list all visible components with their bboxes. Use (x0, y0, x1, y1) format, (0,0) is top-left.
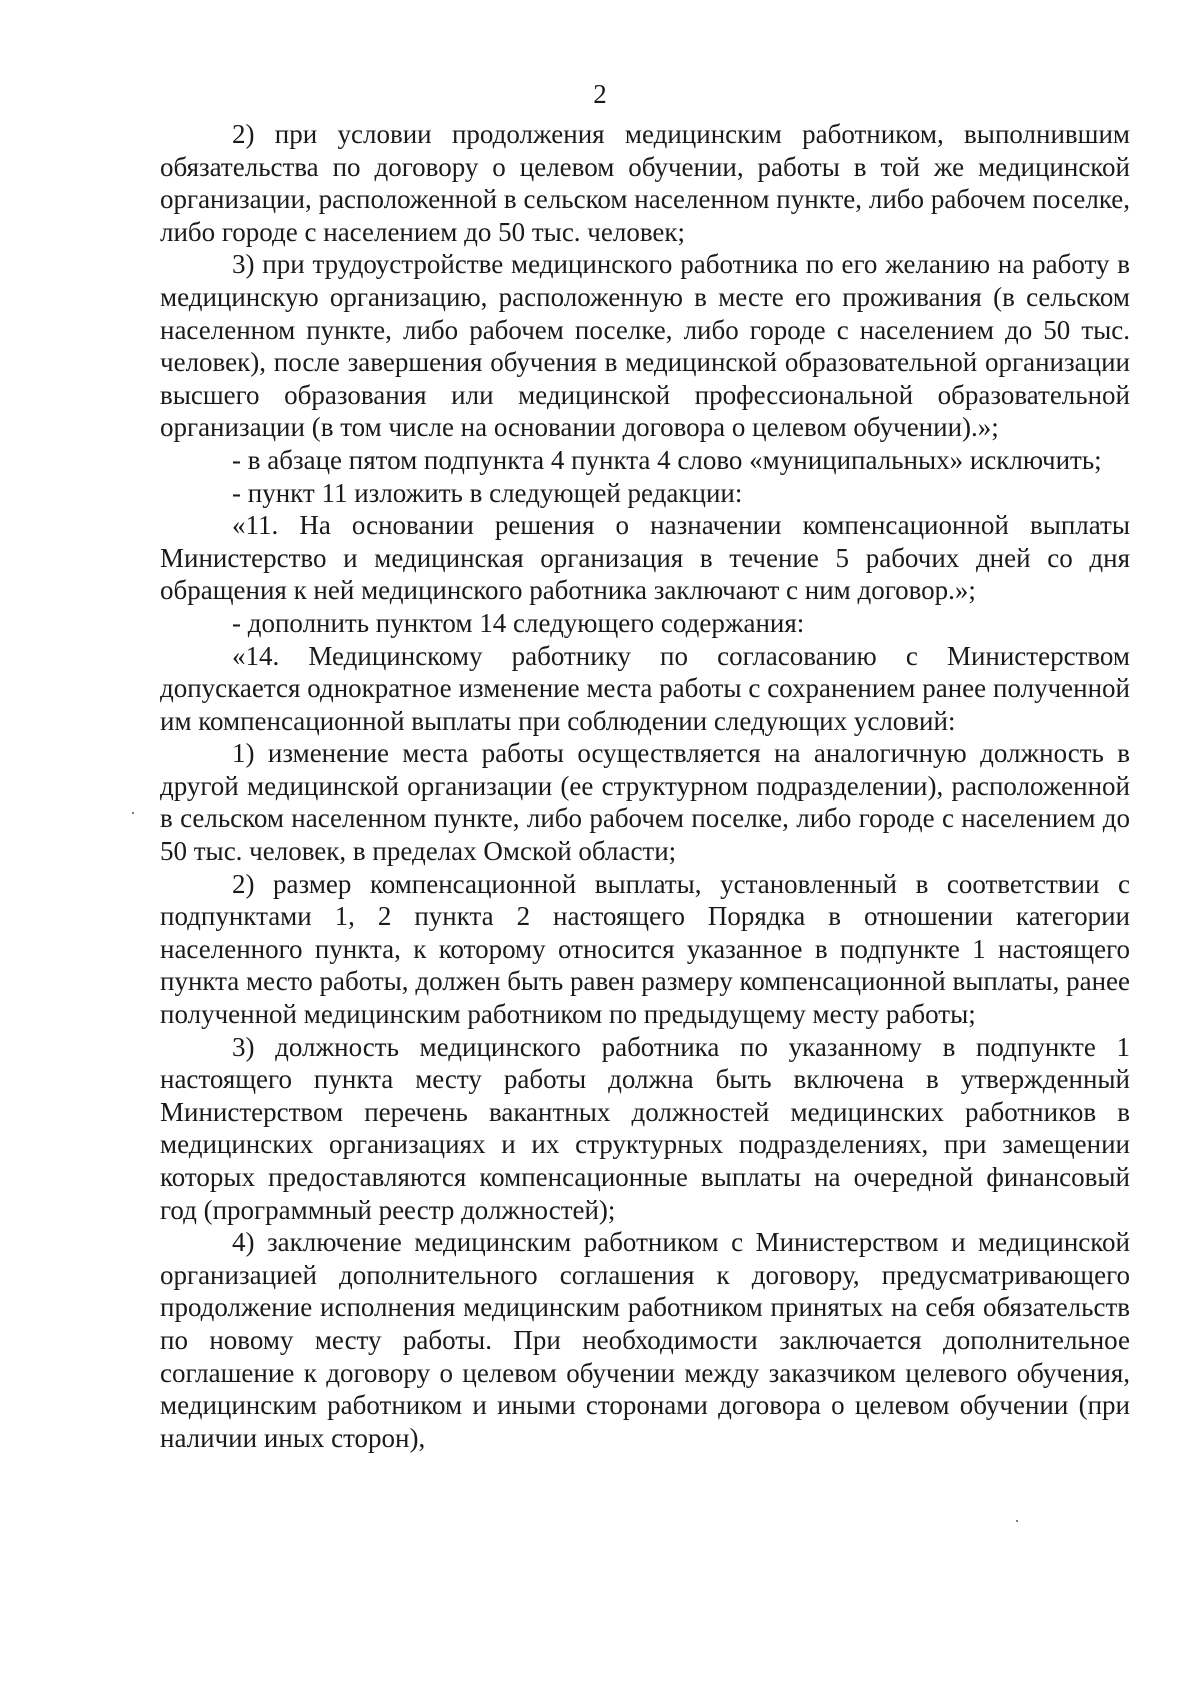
paragraph-clause-11-text: «11. На основании решения о назначении компенсационной выплаты Министерство и медицинская организация в течение 5 рабочих дней со дня обращения к ней медицинского работника заключают с ним договор.»; (160, 510, 1130, 606)
document-body (160, 118, 1130, 1454)
paragraph-condition-4: 4) заключение медицинским работником с Министерством и медицинской организацией дополнительного соглашения к договору, предусматривающего продолжение исполнения медицинским работником принятых на себя обязательств по новому месту работы. При необходимости заключается дополнительное соглашение к договору о целевом обучении между заказчиком целевого обучения, медицинским работником и иными сторонами договора о целевом обучении (при наличии иных сторон), (160, 1227, 1130, 1453)
paragraph-amend-clause-4: - в абзаце пятом подпункта 4 пункта 4 слово «муниципальных» исключить; (232, 444, 1102, 475)
scan-speck (1016, 1520, 1018, 1522)
paragraph-add-clause-14-intro: - дополнить пунктом 14 следующего содержания: (232, 607, 805, 638)
scan-speck (132, 812, 134, 814)
paragraph-condition-1: 1) изменение места работы осуществляется на аналогичную должность в другой медицинской организации (ее структурном подразделении), расположенной в сельском населенном пункте, либо рабочем поселке, либо городе с населением до 50 тыс. человек, в пределах Омской области; (160, 738, 1130, 867)
paragraph-subitem-3-employment: 3) при трудоустройстве медицинского работника по его желанию на работу в медицинскую организацию, расположенную в месте его проживания (в сельском населенном пункте, либо рабочем поселке, либо городе с населением до 50 тыс. человек), после завершения обучения в медицинской образовательной организации высшего образования или медицинской профессиональной образовательной организации (в том числе на основании договора о целевом обучении).»; (160, 249, 1130, 443)
paragraph-condition-3: 3) должность медицинского работника по указанному в подпункте 1 настоящего пункта месту работы должна быть включена в утвержденный Министерством перечень вакантных должностей медицинских работников в медицинских организациях и их структурных подразделениях, при замещении которых предоставляются компенсационные выплаты на очередной финансовый год (программный реестр должностей); (160, 1031, 1130, 1225)
paragraph-condition-2: 2) размер компенсационной выплаты, установленный в соответствии с подпунктами 1, 2 пункта 2 настоящего Порядка в отношении категории населенного пункта, к которому относится указанное в подпункте 1 настоящего пункта место работы, должен быть равен размеру компенсационной выплаты, ранее полученной медицинским работником по предыдущему месту работы; (160, 868, 1130, 1030)
paragraph-amend-clause-11-intro: - пункт 11 изложить в следующей редакции: (232, 477, 743, 508)
page-number: 2 (593, 79, 607, 109)
paragraph-subitem-2-continuation: 2) при условии продолжения медицинским работником, выполнившим обязательства по договору о целевом обучении, работы в той же медицинской организации, расположенной в сельском населенном пункте, либо рабочем поселке, либо городе с населением до 50 тыс. человек; (160, 119, 1130, 247)
paragraph-clause-14-text: «14. Медицинскому работнику по согласованию с Министерством допускается однократное изменение места работы с сохранением ранее полученной им компенсационной выплаты при соблюдении следующих условий: (160, 640, 1130, 736)
